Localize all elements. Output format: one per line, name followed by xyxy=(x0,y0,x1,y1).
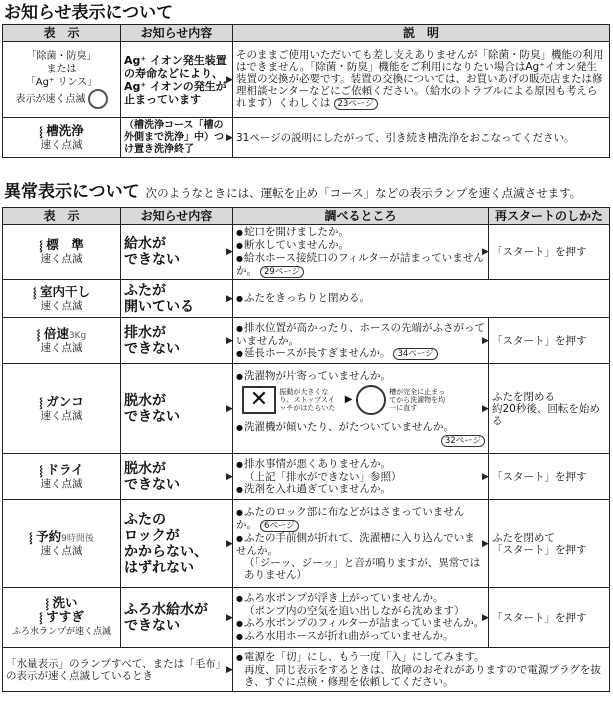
check-note: （上記「排水ができない」参照） xyxy=(244,470,402,483)
arrow-icon: ▶ xyxy=(226,612,233,623)
header-check: 調べるところ xyxy=(233,208,489,225)
lamp-sub: 速く点滅 xyxy=(40,299,83,312)
arrow-icon: ▶ xyxy=(226,538,233,549)
page-ref: 23ページ xyxy=(334,98,378,110)
list-item: ● 蛇口を開けましたか。 xyxy=(236,226,485,239)
table-row xyxy=(3,500,610,588)
table-row xyxy=(3,588,610,648)
restart-text: 「スタート」を押す xyxy=(492,246,587,258)
check-note: 再度、同じ表示をするときは、故障のおそれがありますので電源プラグを抜き、すぐに点検・修理を依頼してください。 xyxy=(244,664,601,688)
notice-content: 給水が できない xyxy=(121,225,233,280)
table-row xyxy=(3,318,610,364)
list-item: ● 洗剤を入れ過ぎていませんか。 xyxy=(236,483,485,496)
list-item: ● 排水位置が高かったり、ホースの先端がふさがっていませんか。 xyxy=(236,322,485,347)
list-item: ● ふたの手前側が折れて、洗濯槽に入り込んでいませんか。 xyxy=(236,532,485,557)
header-content: お知らせ内容 xyxy=(121,25,233,42)
notice-content: 脱水が できない xyxy=(121,364,233,454)
lamp-label: ⸾ 室内干し xyxy=(33,286,90,300)
restart-text: 「スタート」を押す xyxy=(492,611,587,624)
arrow-icon: ▶ xyxy=(482,471,489,482)
page-ref: 32ページ xyxy=(441,435,485,447)
arrow-icon: ▶ xyxy=(226,403,233,414)
check-text: 延長ホースが長すぎませんか。 xyxy=(243,346,391,359)
explain-text: そのままご使用いただいても差し支えありませんが「除菌・防臭」機能の利用はできません。「除菌・防臭」機能をご利用になりたい場合はAg⁺イオン発生装置の交換が必要です。装置の交換については、お買いあげの販売店または修理相談センターなどにご依頼ください。（給水のトラブルによる原因も考えられます）くわしくは xyxy=(236,49,604,109)
lamp-label-2: ⸾ すすぎ xyxy=(39,611,84,625)
lamp-sub: ふろ水ランプが速く点滅 xyxy=(11,627,111,637)
lamp-sub: 速く点滅 xyxy=(40,544,83,557)
table-row xyxy=(3,364,610,454)
arrow-icon: ▶ xyxy=(226,471,233,482)
balanced-load-icon xyxy=(356,385,386,415)
header-display: 表 示 xyxy=(3,208,121,225)
arrow-icon: ▶ xyxy=(226,247,233,257)
restart-text: 「スタート」を押す xyxy=(492,334,587,347)
explain-text: 31ページの説明にしたがって、引き続き槽洗浄をおこなってください。 xyxy=(236,131,575,144)
lamp-label: ⸾ 倍速 xyxy=(37,328,69,342)
notice-content: ふたの ロックが かからない、 はずれない xyxy=(121,500,233,588)
notice-content: 排水が できない xyxy=(121,318,233,364)
arrow-icon: ▶ xyxy=(482,247,489,257)
table-row xyxy=(3,648,610,692)
list-item: ● ふろ水ポンプが浮き上がっていませんか。 xyxy=(236,592,485,605)
list-item: ● 電源を「切」にし、もう一度「入」にしてみます。 xyxy=(236,651,606,664)
figure-caption-left: 振動が大きくなり、ストップスイッチがはたらいた xyxy=(279,388,336,412)
figure-caption-right: 槽が完全に止まってから洗濯物を均一に直す xyxy=(389,388,446,412)
arrow-icon: ▶ xyxy=(482,538,489,549)
error-section-title: 異常表示について xyxy=(4,182,140,202)
list-item: ● ふろ水用ホースが折れ曲がっていませんか。 xyxy=(236,630,485,643)
arrow-right-icon: ▶ xyxy=(344,394,353,405)
header-display: 表 示 xyxy=(3,25,121,42)
display-text: 「除菌・防臭」 または 「Ag⁺ リンス」 表示が速く点滅 xyxy=(15,51,98,105)
check-text: ふたのロック部に布などがはさまっていませんか。 xyxy=(236,506,465,531)
list-item xyxy=(236,506,485,532)
lamp-label: ⸾ 予約 xyxy=(29,531,61,545)
arrow-icon: ▶ xyxy=(226,74,233,85)
table-row xyxy=(3,118,610,158)
check-note: （「ジーッ、ジーッ」と音が鳴りますが、異常ではありません） xyxy=(244,557,481,581)
lamp-sub: 速く点滅 xyxy=(40,341,83,354)
error-section-subtitle: 次のようなときには、運転を止め「コース」などの表示ランプを速く点滅させます。 xyxy=(145,186,582,200)
header-explain: 説 明 xyxy=(233,25,610,42)
notice-content: ふろ水給水が できない xyxy=(121,588,233,648)
display-text: 「水量表示」のランプすべて、または「毛布」の表示が速く点滅しているとき xyxy=(3,648,233,692)
arrow-icon: ▶ xyxy=(482,612,489,623)
list-item: ● ふろ水ポンプのフィルターが詰まっていませんか。 xyxy=(236,617,485,630)
lamp-label: ⸾ 標 準 xyxy=(39,239,84,253)
table-row xyxy=(3,454,610,500)
page-ref: 34ページ xyxy=(393,348,437,360)
knob-icon xyxy=(88,89,108,109)
lamp-sub: 速く点滅 xyxy=(40,138,83,151)
restart-text: ふたを閉めて 「スタート」を押す xyxy=(492,531,587,556)
lamp-label: ⸾ ガンコ xyxy=(39,396,84,410)
arrow-icon: ▶ xyxy=(226,293,233,304)
check-note: （ポンプ内の空気を追い出しながら沈めます） xyxy=(244,605,465,617)
page-ref: 29ページ xyxy=(260,266,304,278)
arrow-icon: ▶ xyxy=(226,335,233,346)
lamp-sub-label: 3Kg xyxy=(68,330,87,341)
list-item: ● ふたをきっちりと閉める。 xyxy=(236,292,606,305)
arrow-icon: ▶ xyxy=(226,132,233,143)
list-item: ● 断水していませんか。 xyxy=(236,239,485,252)
error-section-title-wrap xyxy=(4,182,581,203)
table-row xyxy=(3,280,610,318)
list-item: ● 排水事情が悪くありませんか。 xyxy=(236,458,485,471)
list-item: ● 洗濯機が傾いたり、がたついていませんか。 xyxy=(236,421,485,434)
restart-text: ふたを閉める 約20秒後、回転を始める xyxy=(492,390,600,427)
list-item xyxy=(236,252,485,278)
notice-content: （槽洗浄コース「槽の外側まで洗浄」中）つけ置き洗浄終了 xyxy=(121,118,233,158)
notice-content: ふたが 開いている xyxy=(121,280,233,318)
header-content: お知らせ内容 xyxy=(121,208,233,225)
header-restart: 再スタートのしかた xyxy=(489,208,610,225)
notice-content: Ag⁺ イオン発生装置の寿命などにより、Ag⁺ イオンの発生が止まっています xyxy=(121,42,233,118)
notice-table xyxy=(2,24,610,158)
lamp-sub-label: 9時間後 xyxy=(61,533,94,544)
arrow-icon: ▶ xyxy=(482,403,489,414)
figure-area xyxy=(242,385,485,419)
check-text: 給水ホース接続口のフィルターが詰まっていませんか。 xyxy=(236,252,484,277)
restart-text: 「スタート」を押す xyxy=(492,470,587,483)
notice-content: 脱水が できない xyxy=(121,454,233,500)
table-row xyxy=(3,42,610,118)
lamp-sub: 速く点滅 xyxy=(40,253,83,265)
error-table xyxy=(2,207,610,692)
page-ref: 6ページ xyxy=(260,520,299,532)
arrow-icon: ▶ xyxy=(482,335,489,346)
unbalanced-load-icon: ✕ xyxy=(242,386,276,414)
lamp-sub: 速く点滅 xyxy=(40,477,83,490)
notice-section-title: お知らせ表示について xyxy=(4,3,174,23)
table-row xyxy=(3,225,610,280)
arrow-icon: ▶ xyxy=(226,664,233,675)
lamp-label: ⸾ 洗い xyxy=(45,597,77,611)
lamp-label: ⸾ 槽洗浄 xyxy=(39,125,84,139)
list-item xyxy=(236,347,485,360)
list-item: ● 洗濯物が片寄っていませんか。 xyxy=(236,370,485,383)
lamp-label: ⸾ ドライ xyxy=(39,464,83,478)
lamp-sub: 速く点滅 xyxy=(40,409,83,422)
